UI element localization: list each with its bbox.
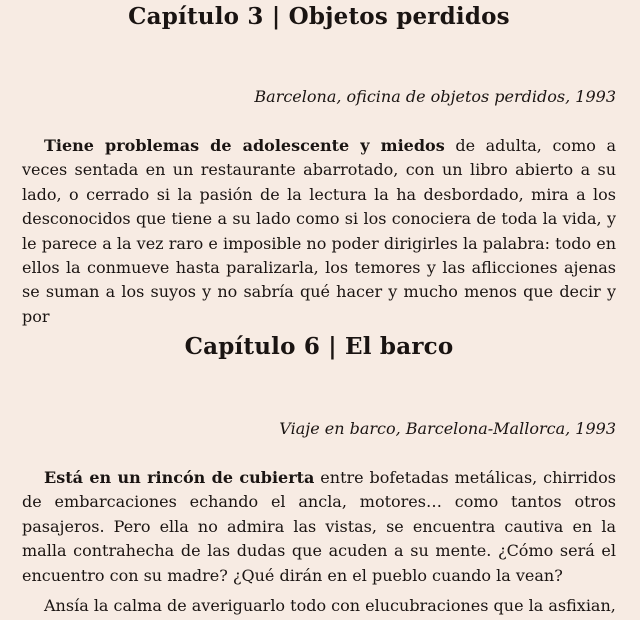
chapter-3-paragraph-text: de adulta, como a veces sentada en un restaurante abarrotado, con un libro abierto a su lado, o cerrado si la pasión de la lectura la ha desbordado, mira a los desconocidos que tiene a su lado como si los conociera de toda la vida, y le parece a la vez raro e imposible no poder dirigirles la palabra: todo en ellos la conmueve hasta paralizarla, los temores y las aflicciones ajenas se suman a los suyos y no sabría qué hacer y mucho menos que decir y por [22, 136, 617, 326]
chapter-3-paragraph [22, 134, 616, 329]
chapter-6-paragraph-text: entre bofetadas metálicas, chirridos de embarcaciones echando el ancla, motores… como tantos otros pasajeros. Pero ella no admira las vistas, se encuentra cautiva en la malla contrahecha de las dudas que acuden a su mente. ¿Cómo será el encuentro con su madre? ¿Qué dirán en el pueblo cuando la vean? [22, 468, 617, 585]
chapter-6-title: Capítulo 6 | El barco [184, 333, 454, 360]
chapter-6-paragraph [22, 466, 616, 588]
chapter-3-lead-text: Tiene problemas de adolescente y miedos [44, 136, 445, 155]
chapter-3-title: Capítulo 3 | Objetos perdidos [128, 3, 510, 30]
chapter-6-lead-text: Está en un rincón de cubierta [44, 468, 315, 487]
chapter-3-body [22, 134, 617, 326]
chapter-3-location: Barcelona, oficina de objetos perdidos, 1993 [254, 87, 616, 106]
chapter-6-body [22, 466, 616, 620]
chapter-6-location: Viaje en barco, Barcelona-Mallorca, 1993 [279, 419, 616, 438]
chapter-6-paragraph-2: Ansía la calma de averiguarlo todo con elucubraciones que la asfixian, [44, 596, 616, 616]
